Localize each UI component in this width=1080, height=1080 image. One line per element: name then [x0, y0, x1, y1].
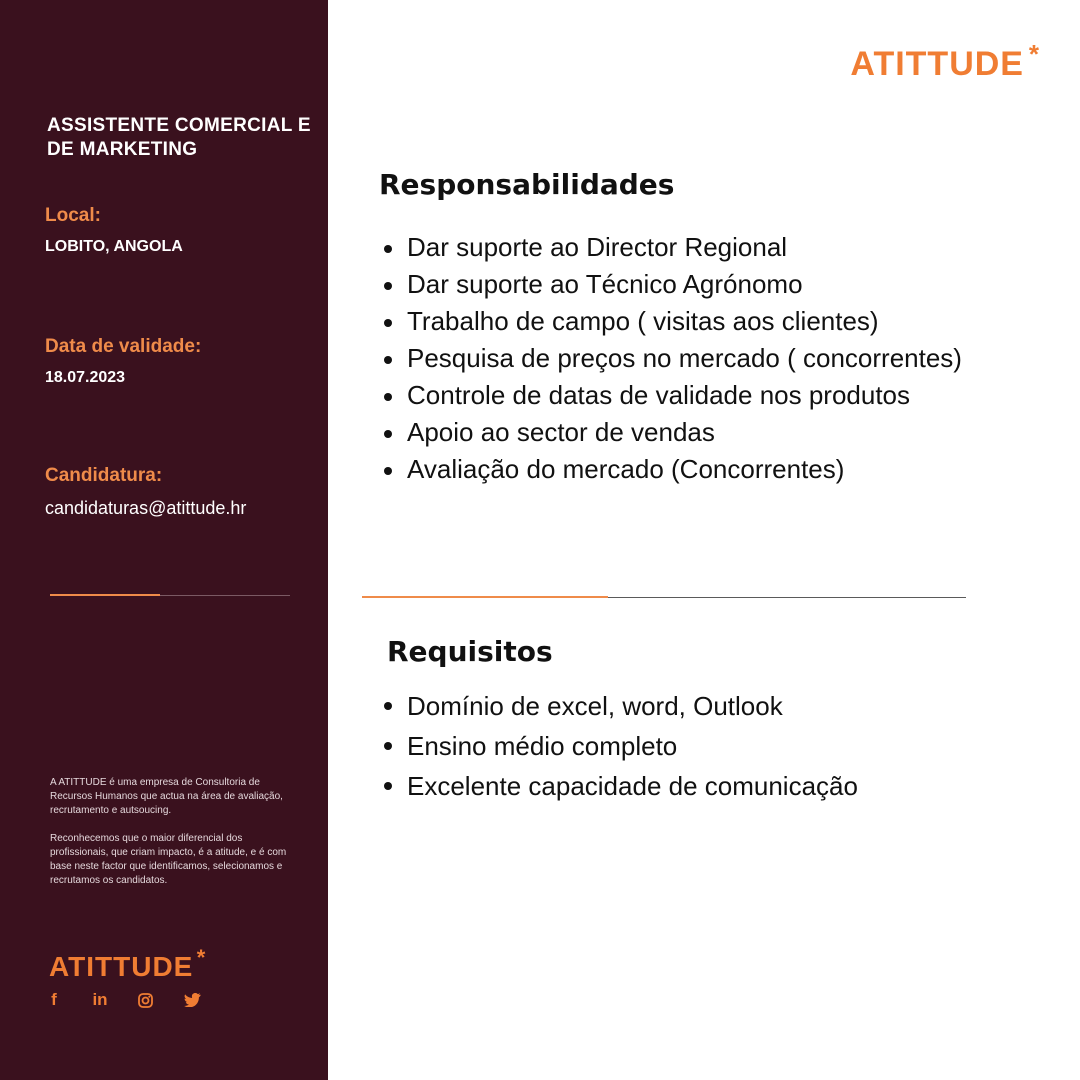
deadline-value: 18.07.2023 [45, 369, 126, 386]
responsibilities-title: Responsabilidades [379, 168, 675, 201]
about-paragraph-1: A ATITTUDE é uma empresa de Consultoria de Recursos Humanos que actua na área de avaliação, recrutamento e autsoucing. [50, 777, 283, 816]
instagram-icon[interactable] [138, 993, 154, 1008]
about-paragraph-2: Reconhecemos que o maior diferencial dos profissionais, que criam impacto, é a atitude, e é com base neste factor que identificamos, selecionamos e recrutamos os candidatos. [50, 833, 287, 886]
facebook-icon[interactable]: f [51, 990, 57, 1009]
sidebar [0, 0, 328, 1080]
list-item: Ensino médio completo [380, 726, 1040, 766]
responsibilities-list [380, 229, 1040, 488]
sidebar-divider-accent [50, 594, 160, 596]
location-value: LOBITO, ANGOLA [45, 238, 183, 255]
sidebar-logo [49, 945, 207, 984]
requirements-title: Requisitos [387, 635, 553, 668]
list-item: Excelente capacidade de comunicação [380, 766, 1040, 806]
job-title: ASSISTENTE COMERCIAL E DE MARKETING [47, 115, 311, 160]
deadline-label: Data de validade: [45, 336, 202, 357]
social-links [48, 990, 202, 1010]
list-item: Dar suporte ao Director Regional [380, 229, 1040, 266]
application-email[interactable]: candidaturas@atittude.hr [45, 498, 247, 518]
list-item: Trabalho de campo ( visitas aos clientes) [380, 303, 1040, 340]
twitter-icon[interactable] [184, 993, 202, 1007]
sidebar-logo-asterisk-icon: * [196, 945, 207, 970]
list-item: Apoio ao sector de vendas [380, 414, 1040, 451]
header-logo-asterisk-icon: * [1028, 39, 1040, 69]
twitter-glyph [184, 993, 201, 1007]
content-divider-accent [362, 596, 608, 598]
list-item: Pesquisa de preços no mercado ( concorrentes) [380, 340, 1040, 377]
application-label: Candidatura: [45, 465, 163, 486]
list-item: Domínio de excel, word, Outlook [380, 686, 1040, 726]
header-logo-text: ATITTUDE [850, 45, 1024, 83]
header-logo [850, 39, 1040, 84]
list-item: Controle de datas de validade nos produtos [380, 377, 1040, 414]
sidebar-divider [50, 595, 290, 596]
location-label: Local: [45, 205, 101, 226]
content-divider [362, 597, 966, 598]
requirements-list [380, 686, 1040, 806]
list-item: Dar suporte ao Técnico Agrónomo [380, 266, 1040, 303]
linkedin-icon[interactable]: in [92, 990, 108, 1009]
list-item: Avaliação do mercado (Concorrentes) [380, 451, 1040, 488]
sidebar-logo-text: ATITTUDE [49, 951, 194, 982]
instagram-glyph [138, 993, 153, 1008]
